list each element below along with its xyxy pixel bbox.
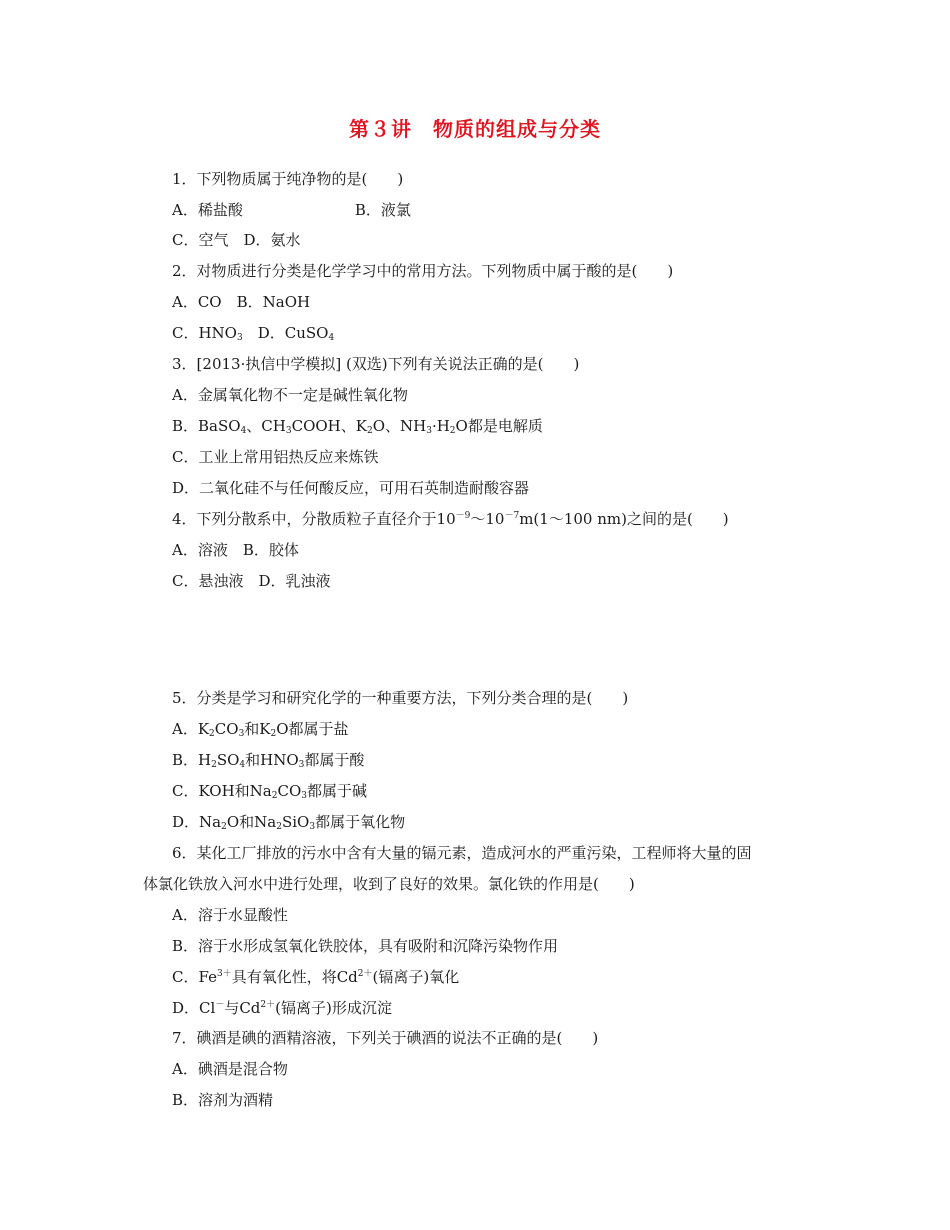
formula-text: COOH、K bbox=[291, 417, 367, 435]
question-5-option-c bbox=[172, 781, 367, 801]
superscript: － bbox=[215, 1000, 225, 1010]
question-3-option-a: A．金属氧化物不一定是碱性氧化物 bbox=[172, 386, 408, 404]
formula-text: B．H bbox=[172, 751, 212, 769]
formula-text: 、CH bbox=[246, 417, 286, 435]
subscript: 2 bbox=[276, 822, 282, 832]
subscript: 3 bbox=[426, 426, 432, 436]
question-5-stem: 5．分类是学习和研究化学的一种重要方法，下列分类合理的是( ) bbox=[172, 689, 629, 707]
formula-text: C．Fe bbox=[172, 968, 217, 986]
subscript: 2 bbox=[211, 760, 217, 770]
subscript: 2 bbox=[221, 822, 227, 832]
question-2-options-cd bbox=[172, 323, 334, 343]
formula-text: 具有氧化性，将Cd bbox=[231, 968, 358, 986]
formula-text: C．HNO bbox=[172, 324, 237, 342]
formula-text: SO bbox=[216, 751, 240, 769]
question-3-option-d: D．二氧化硅不与任何酸反应，可用石英制造耐酸容器 bbox=[172, 479, 530, 497]
question-6-option-d bbox=[172, 998, 392, 1018]
formula-text: D．Cl bbox=[172, 999, 216, 1017]
subscript: 2 bbox=[270, 729, 277, 739]
formula-text: 和HNO bbox=[245, 751, 299, 769]
question-1-options-cd: C．空气 D．氨水 bbox=[172, 231, 301, 249]
question-4-options-ab: A．溶液 B．胶体 bbox=[172, 541, 299, 559]
question-6-option-b: B．溶于水形成氢氧化铁胶体，具有吸附和沉降污染物作用 bbox=[172, 937, 559, 955]
formula-text: ·H bbox=[431, 417, 450, 435]
superscript: 2＋ bbox=[260, 1000, 276, 1010]
formula-text: 都属于酸 bbox=[304, 751, 365, 769]
subscript: 3 bbox=[301, 791, 307, 801]
superscript: －7 bbox=[504, 511, 520, 521]
question-6-option-c bbox=[172, 967, 459, 987]
page-title: 第３讲 物质的组成与分类 bbox=[349, 117, 601, 141]
question-7-option-a: A．碘酒是混合物 bbox=[172, 1060, 288, 1078]
subscript: 2 bbox=[449, 426, 456, 436]
question-2-options-ab: A．CO B．NaOH bbox=[172, 293, 311, 311]
question-6-stem-line-2: 体氯化铁放入河水中进行处理，收到了良好的效果。氯化铁的作用是( ) bbox=[143, 875, 635, 893]
formula-text: CO bbox=[214, 720, 239, 738]
subscript: 2 bbox=[271, 791, 278, 801]
question-2-stem: 2．对物质进行分类是化学学习中的常用方法。下列物质中属于酸的是( ) bbox=[172, 262, 674, 280]
formula-text: A．K bbox=[172, 720, 210, 738]
question-3-option-c: C．工业上常用铝热反应来炼铁 bbox=[172, 448, 379, 466]
stem-text: ～10 bbox=[470, 510, 505, 528]
question-5-option-b bbox=[172, 750, 364, 770]
stem-text: 4．下列分散系中，分散质粒子直径介于10 bbox=[172, 510, 456, 528]
question-3-option-b bbox=[172, 416, 543, 436]
question-7-stem: 7．碘酒是碘的酒精溶液，下列关于碘酒的说法不正确的是( ) bbox=[172, 1029, 599, 1047]
formula-text: O都是电解质 bbox=[455, 417, 543, 435]
question-5-option-a bbox=[172, 719, 349, 739]
subscript: 2 bbox=[366, 426, 373, 436]
formula-text: SiO bbox=[281, 813, 310, 831]
formula-text: 都属于碱 bbox=[306, 782, 367, 800]
subscript: 3 bbox=[238, 729, 245, 739]
question-6-stem-line-1: 6．某化工厂排放的污水中含有大量的镉元素，造成河水的严重污染，工程师将大量的固 bbox=[172, 844, 752, 862]
formula-text: 与Cd bbox=[224, 999, 261, 1017]
question-3-stem: 3．[2013·执信中学模拟] (双选)下列有关说法正确的是( ) bbox=[172, 355, 580, 373]
subscript: 3 bbox=[309, 822, 316, 832]
question-4-stem bbox=[172, 509, 729, 529]
formula-text: (镉离子)氧化 bbox=[372, 968, 460, 986]
superscript: 3＋ bbox=[216, 969, 232, 979]
subscript: 2 bbox=[209, 729, 215, 739]
formula-text: 都属于氧化物 bbox=[315, 813, 406, 831]
subscript: 3 bbox=[236, 333, 243, 343]
question-5-option-d bbox=[172, 812, 405, 832]
formula-text: (镉离子)形成沉淀 bbox=[275, 999, 392, 1017]
stem-text: m(1～100 nm)之间的是( ) bbox=[519, 510, 729, 528]
question-1-stem: 1．下列物质属于纯净物的是( ) bbox=[172, 170, 404, 188]
subscript: 4 bbox=[240, 426, 247, 436]
question-6-option-a: A．溶于水显酸性 bbox=[172, 906, 288, 924]
formula-text: O都属于盐 bbox=[276, 720, 349, 738]
formula-text: O、NH bbox=[372, 417, 427, 435]
subscript: 3 bbox=[285, 426, 292, 436]
formula-text: D．Na bbox=[172, 813, 222, 831]
formula-text: O和Na bbox=[226, 813, 277, 831]
formula-text: C．KOH和Na bbox=[172, 782, 272, 800]
formula-text: D．CuSO bbox=[242, 324, 329, 342]
option-b: B．液氯 bbox=[354, 201, 411, 219]
question-1-options-ab bbox=[172, 200, 411, 220]
formula-text: B．BaSO bbox=[172, 417, 241, 435]
superscript: －9 bbox=[455, 511, 471, 521]
question-7-option-b: B．溶剂为酒精 bbox=[172, 1091, 274, 1109]
option-a: A．稀盐酸 bbox=[172, 201, 243, 219]
subscript: 4 bbox=[239, 760, 246, 770]
formula-text: CO bbox=[277, 782, 302, 800]
subscript: 3 bbox=[298, 760, 305, 770]
superscript: 2＋ bbox=[357, 969, 373, 979]
subscript: 4 bbox=[328, 333, 335, 343]
question-4-options-cd: C．悬浊液 D．乳浊液 bbox=[172, 572, 331, 590]
formula-text: 和K bbox=[244, 720, 271, 738]
